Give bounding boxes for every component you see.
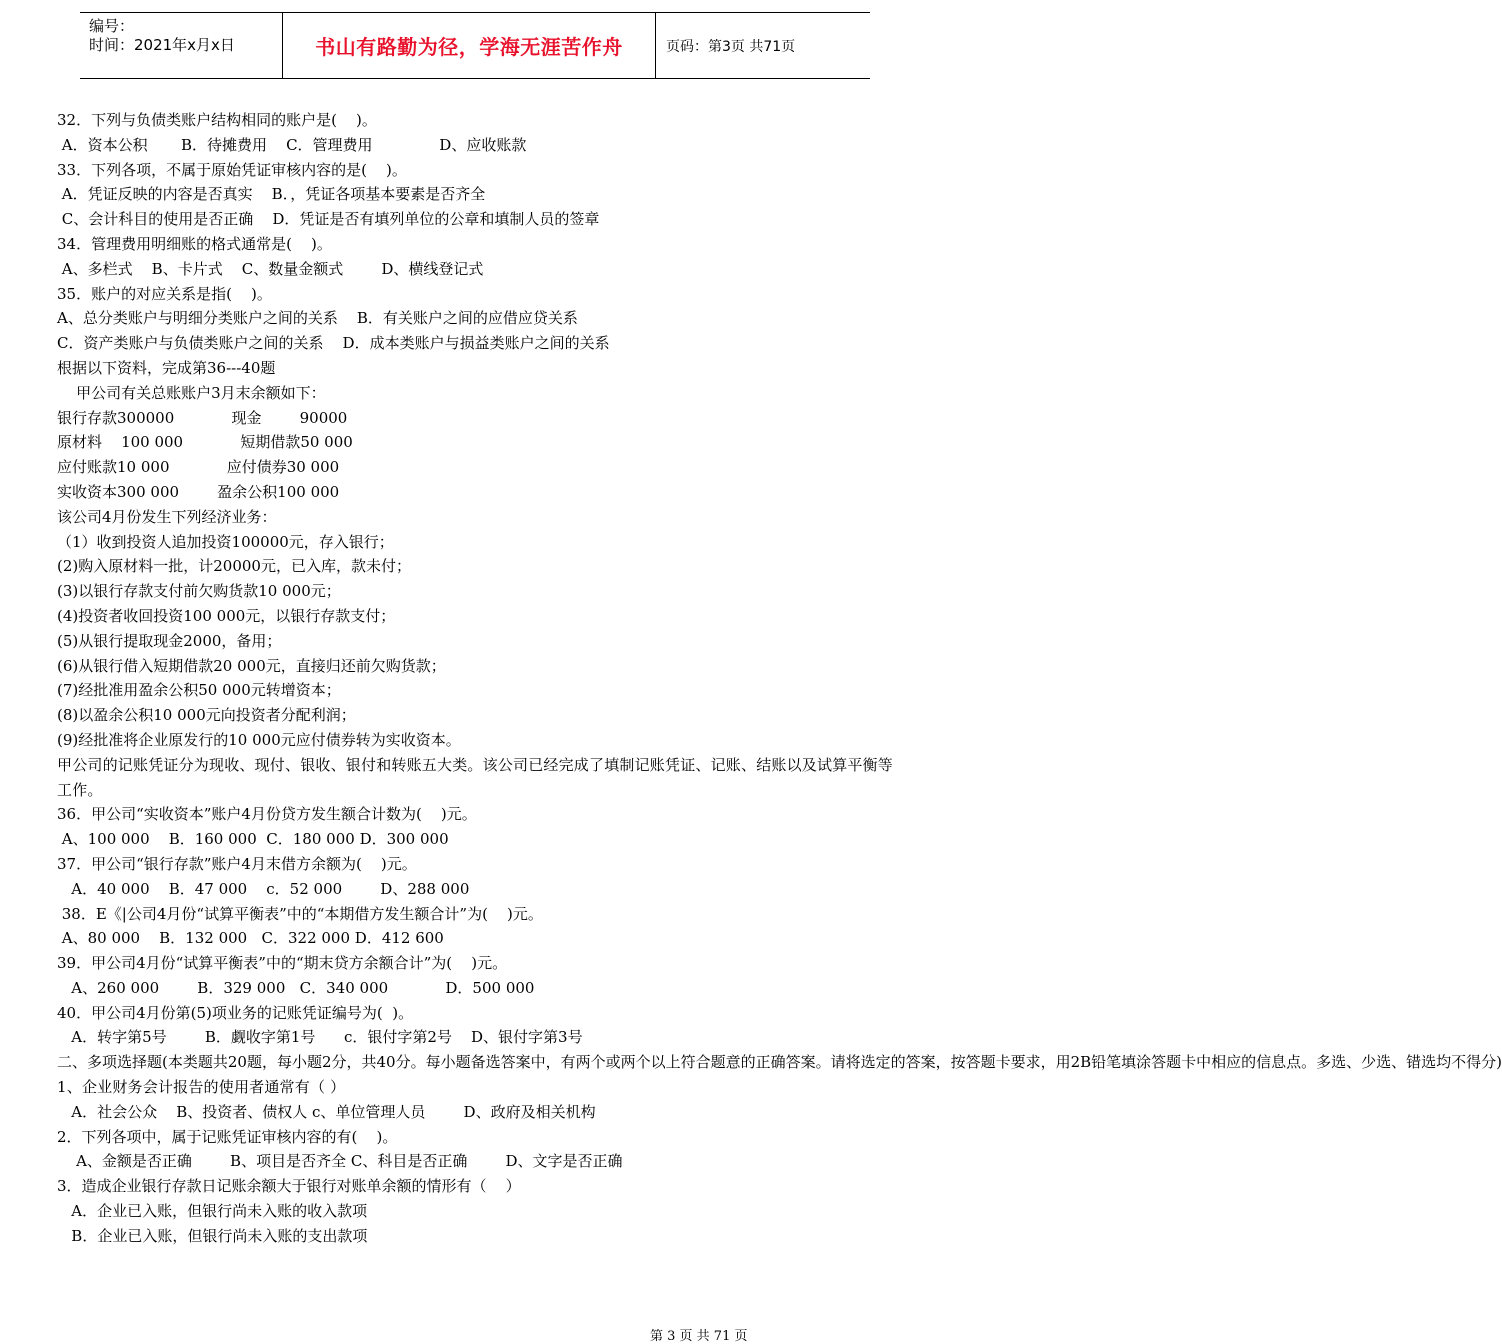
text-line: (9)经批准将企业原发行的10 000元应付债券转为实收资本。 [57, 730, 461, 749]
text-line: 38．E《|公司4月份“试算平衡表”中的“本期借方发生额合计”为( )元。 [57, 904, 543, 923]
document-date: 时间：2021年x月x日 [89, 36, 235, 54]
text-line: (8)以盈余公积10 000元向投资者分配利润； [57, 706, 356, 725]
text-line: （1）收到投资人追加投资100000元，存入银行； [57, 532, 394, 551]
text-line: (7)经批准用盈余公积50 000元转增资本； [57, 681, 341, 700]
text-line: 2．下列各项中，属于记账凭证审核内容的有( )。 [57, 1127, 398, 1146]
header-page-info: 页码：第3页 共71页 [666, 38, 796, 55]
document-body [57, 108, 1502, 1249]
text-line: 应付账款10 000 应付债券30 000 [57, 458, 340, 477]
text-line: 40．甲公司4月份第(5)项业务的记账凭证编号为( )。 [57, 1003, 414, 1022]
text-line: 该公司4月份发生下列经济业务： [57, 507, 277, 526]
text-line: C．资产类账户与负债类账户之间的关系 D．成本类账户与损益类账户之间的关系 [57, 334, 610, 353]
text-line: 3．造成企业银行存款日记账余额大于银行对账单余额的情形有（ ） [57, 1177, 521, 1196]
header-motto-cell [283, 13, 656, 78]
text-line: 32．下列与负债类账户结构相同的账户是( )。 [57, 111, 377, 129]
text-line: 甲公司有关总账账户3月末余额如下： [57, 383, 326, 402]
text-line: A．40 000 B．47 000 c．52 000 D、288 000 [57, 879, 470, 898]
text-line: 根据以下资料，完成第36---40题 [57, 358, 276, 377]
text-line: (2)购入原材料一批，计20000元，已入库，款未付； [57, 557, 411, 576]
text-line: 33．下列各项，不属于原始凭证审核内容的是( )。 [57, 160, 407, 179]
text-line: 35．账户的对应关系是指( )。 [57, 284, 272, 303]
text-line: 36．甲公司“实收资本”账户4月份贷方发生额合计数为( )元。 [57, 805, 477, 824]
text-line: 甲公司的记账凭证分为现收、现付、银收、银付和转账五大类。该公司已经完成了填制记账凭证、记账、结账以及试算平衡等工作。 [57, 755, 894, 799]
text-line: 34．管理费用明细账的格式通常是( )。 [57, 234, 332, 253]
text-line: C、会计科目的使用是否正确 D．凭证是否有填列单位的公章和填制人员的签章 [57, 210, 600, 229]
text-line: 1、企业财务会计报告的使用者通常有（ ） [57, 1078, 346, 1097]
text-line: (4)投资者收回投资100 000元，以银行存款支付； [57, 606, 396, 625]
text-line: A．社会公众 B、投资者、债权人 c、单位管理人员 D、政府及相关机构 [57, 1102, 596, 1121]
text-line: (6)从银行借入短期借款20 000元，直接归还前欠购货款； [57, 656, 446, 675]
text-line: A、总分类账户与明细分类账户之间的关系 B．有关账户之间的应借应贷关系 [57, 309, 578, 328]
header-page-info-cell [656, 13, 870, 78]
text-line: 39．甲公司4月份“试算平衡表”中的“期末贷方余额合计”为( )元。 [57, 954, 508, 973]
text-line: B．企业已入账，但银行尚未入账的支出款项 [57, 1226, 368, 1245]
text-line: 银行存款300000 现金 90000 [57, 408, 348, 427]
text-line: A．凭证反映的内容是否真实 B．，凭证各项基本要素是否齐全 [57, 185, 486, 204]
text-line: (5)从银行提取现金2000，备用； [57, 631, 282, 650]
header-meta [80, 13, 283, 78]
text-line: A、80 000 B．132 000 C．322 000 D．412 600 [57, 929, 444, 948]
text-line: (3)以银行存款支付前欠购货款10 000元； [57, 582, 341, 601]
text-line: 二、多项选择题(本类题共20题，每小题2分，共40分。每小题备选答案中，有两个或两个以上符合题意的正确答案。请将选定的答案，按答题卡要求，用2B铅笔填涂答题卡中相应的信息点。多选、少选、错选均不得分) [57, 1053, 1502, 1072]
text-line: A、260 000 B．329 000 C．340 000 D．500 000 [57, 978, 535, 997]
text-line: A、100 000 B．160 000 C．180 000 D．300 000 [57, 830, 449, 849]
header-motto: 书山有路勤为径，学海无涯苦作舟 [315, 35, 623, 59]
page-header [80, 12, 870, 79]
document-number-label: 编号： [89, 17, 135, 35]
text-line: 实收资本300 000 盈余公积100 000 [57, 482, 340, 501]
page-footer: 第 3 页 共 71 页 [650, 1329, 748, 1344]
text-line: A、多栏式 B、卡片式 C、数量金额式 D、横线登记式 [57, 259, 484, 278]
text-line: A．转字第5号 B．觑收字第1号 c．银付字第2号 D、银付字第3号 [57, 1028, 583, 1047]
text-line: A．资本公积 B．待摊费用 C．管理费用 D、应收账款 [57, 135, 527, 154]
text-line: 37．甲公司“银行存款”账户4月末借方余额为( )元。 [57, 854, 417, 873]
text-line: A．企业已入账，但银行尚未入账的收入款项 [57, 1202, 368, 1221]
text-line: 原材料 100 000 短期借款50 000 [57, 433, 353, 452]
text-line: A、金额是否正确 B、项目是否齐全 C、科目是否正确 D、文字是否正确 [57, 1152, 623, 1171]
